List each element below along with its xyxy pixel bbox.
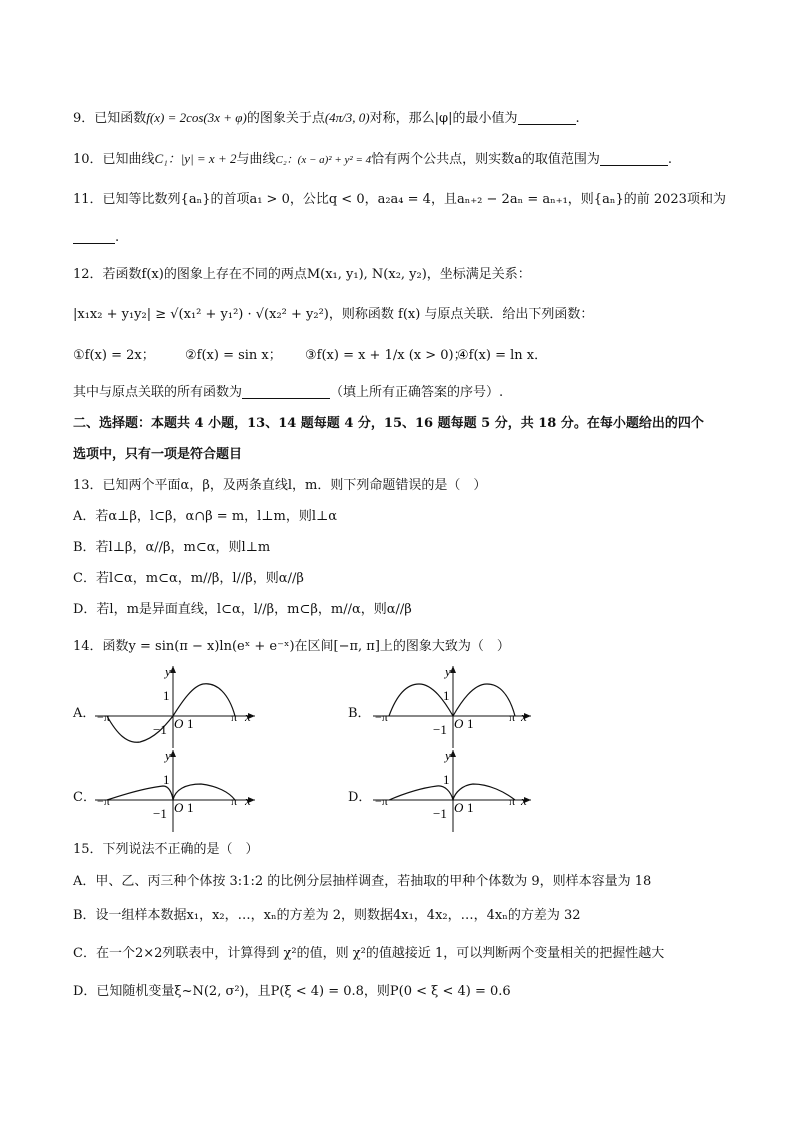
tick-one: 1 [443, 772, 450, 787]
q14-graph-b [373, 664, 538, 748]
tick-x-one: 1 [187, 716, 194, 731]
q14-graph-d [373, 748, 538, 832]
section2-line2 [73, 445, 242, 465]
q13-option-c-text: C．若l⊂α，m⊂α，m//β，l//β，则α//β [73, 571, 304, 586]
q12-option-2: ②f(x) = sin x； [185, 348, 282, 363]
tick-neg-pi: −π [97, 710, 110, 724]
q14-option-b-label: B． [348, 706, 371, 721]
axis-y-label: y [165, 664, 171, 679]
q10-pre: 10．已知曲线 [73, 152, 155, 167]
axis-x-label: x [245, 793, 251, 808]
tick-pi: π [509, 794, 516, 808]
origin-label: O [454, 800, 464, 815]
tick-neg-one: −1 [153, 806, 167, 821]
section2-emphasis-four: 四个 [677, 416, 704, 431]
q9-end: . [575, 111, 580, 126]
q10-c1: C₁：|y| = x + 2 [154, 151, 237, 166]
q10-post: 恰有两个公共点，则实数a的取值范围为 [371, 152, 600, 167]
q13-option-a-text: A．若α⊥β，l⊂β，α∩β = m，l⊥m，则l⊥α [73, 509, 338, 524]
q15-stem-text: 15．下列说法不正确的是（ ） [73, 842, 259, 857]
q13-stem [73, 476, 486, 496]
q14-graph-c [95, 748, 260, 832]
q11-line2 [73, 228, 119, 248]
q11-end: . [115, 230, 120, 245]
q13-option-a [73, 507, 337, 527]
q10-line [73, 149, 672, 170]
tick-one: 1 [163, 772, 170, 787]
q10-end: . [667, 152, 673, 167]
origin-label: O [174, 716, 184, 731]
q15-option-b [73, 906, 581, 926]
q10-mid: 与曲线 [236, 152, 276, 167]
q15-option-c [73, 944, 664, 964]
q14-option-d-label: D． [348, 790, 372, 805]
q11-text: 11．已知等比数列{aₙ}的首项a₁ > 0，公比q < 0，a₂a₄ = 4，且aₙ₊₂ − 2aₙ = aₙ₊₁，则{aₙ}的前 2023项和为 [73, 192, 726, 207]
q12-option-1: ①f(x) = 2x； [73, 348, 155, 363]
q11-answer-blank [73, 229, 115, 244]
tick-pi: π [509, 710, 516, 724]
q15-option-d-text: D．已知随机变量ξ~N(2, σ²)，且P(ξ < 4) = 0.8，则P(0 < ξ < 4) = 0.6 [73, 984, 511, 999]
q12-line1 [73, 265, 531, 285]
q13-option-d [73, 600, 412, 620]
section2-line1 [73, 414, 704, 434]
section2-text2c: ，只有一项是符合题目 [112, 447, 243, 462]
q9-formula: f(x) = 2cos(3x + φ) [146, 110, 247, 125]
tick-neg-pi: −π [375, 710, 388, 724]
q12-text1: 12．若函数f(x)的图象上存在不同的两点M(x₁, y₁), N(x₂, y₂)，坐标满足关系： [73, 267, 531, 282]
tick-x-one: 1 [187, 800, 194, 815]
q12-text4b: （填上所有正确答案的序号）. [330, 385, 504, 400]
q13-option-b [73, 538, 270, 558]
q14-stem [73, 637, 510, 657]
tick-one: 1 [443, 688, 450, 703]
q13-option-c [73, 569, 304, 589]
tick-x-one: 1 [467, 800, 474, 815]
axis-x-label: x [521, 709, 527, 724]
q9-line [73, 108, 580, 129]
q14-stem-text: 14．函数y = sin(π − x)ln(eˣ + e⁻ˣ)在区间[−π, π]上的图象大致为（ ） [73, 639, 510, 654]
q12-text4a: 其中与原点关联的所有函数为 [73, 385, 243, 400]
q12-line4 [73, 383, 503, 403]
q10-c2: C₂：(x − a)² + y² = 4 [275, 154, 372, 166]
q14-graph-a [95, 664, 260, 748]
section2-heading: 二、选择题：本题共 4 小题，13、14 题每题 4 分，15、16 题每题 5 分，共 18 分。在每小题给出的 [73, 416, 678, 431]
q13-option-d-text: D．若l，m是异面直线，l⊂α，l//β，m⊂β，m//α，则α//β [73, 602, 412, 617]
tick-neg-pi: −π [375, 794, 388, 808]
q13-stem-text: 13．已知两个平面α，β，及两条直线l，m．则下列命题错误的是（ ） [73, 478, 487, 493]
q12-text2: |x₁x₂ + y₁y₂| ≥ √(x₁² + y₁²) · √(x₂² + y₂²)，则称函数 f(x) 与原点关联．给出下列函数： [73, 307, 594, 322]
q15-stem [73, 840, 259, 860]
q9-mid: 的图象关于点 [246, 111, 325, 126]
q14-option-a-label: A． [73, 706, 96, 721]
q11-line [73, 190, 726, 210]
q12-option-3: ③f(x) = x + 1/x (x > 0)； [305, 348, 467, 363]
origin-label: O [454, 716, 464, 731]
q10-answer-blank [600, 151, 668, 166]
q12-option-4: ④f(x) = ln x． [457, 348, 548, 363]
tick-neg-one: −1 [433, 722, 447, 737]
tick-neg-one: −1 [153, 722, 167, 737]
q15-option-d [73, 982, 511, 1002]
q15-option-b-text: B．设一组样本数据x₁，x₂，…，xₙ的方差为 2，则数据4x₁，4x₂，…，4xₙ的方差为 32 [73, 908, 581, 923]
axis-x-label: x [521, 793, 527, 808]
axis-y-label: y [165, 748, 171, 763]
q14-option-c-label: C． [73, 790, 96, 805]
q9-pre: 9．已知函数 [73, 111, 147, 126]
axis-y-label: y [445, 664, 451, 679]
q9-answer-blank [518, 110, 576, 125]
tick-one: 1 [163, 688, 170, 703]
axis-x-label: x [245, 709, 251, 724]
q12-answer-blank [242, 384, 330, 399]
q15-option-c-text: C．在一个2×2列联表中，计算得到 χ²的值，则 χ²的值越接近 1，可以判断两个变量相关的把握性越大 [73, 946, 665, 961]
section2-text2b: 项中 [86, 447, 113, 462]
tick-pi: π [231, 794, 238, 808]
q13-option-b-text: B．若l⊥β，α//β，m⊂α，则l⊥m [73, 540, 271, 555]
q9-post: 对称，那么|φ|的最小值为 [369, 111, 518, 126]
origin-label: O [174, 800, 184, 815]
q15-option-a-text: A．甲、乙、丙三种个体按 3:1:2 的比例分层抽样调查，若抽取的甲种个体数为 9，则样本容量为 18 [73, 874, 652, 889]
axis-y-label: y [445, 748, 451, 763]
tick-neg-pi: −π [97, 794, 110, 808]
q12-line2 [73, 305, 593, 325]
tick-neg-one: −1 [433, 806, 447, 821]
tick-pi: π [231, 710, 238, 724]
q15-option-a [73, 872, 651, 892]
section2-text2a: 选 [73, 447, 87, 462]
tick-x-one: 1 [467, 716, 474, 731]
q12-options [73, 346, 548, 366]
q9-point: (4π/3, 0) [324, 110, 370, 125]
